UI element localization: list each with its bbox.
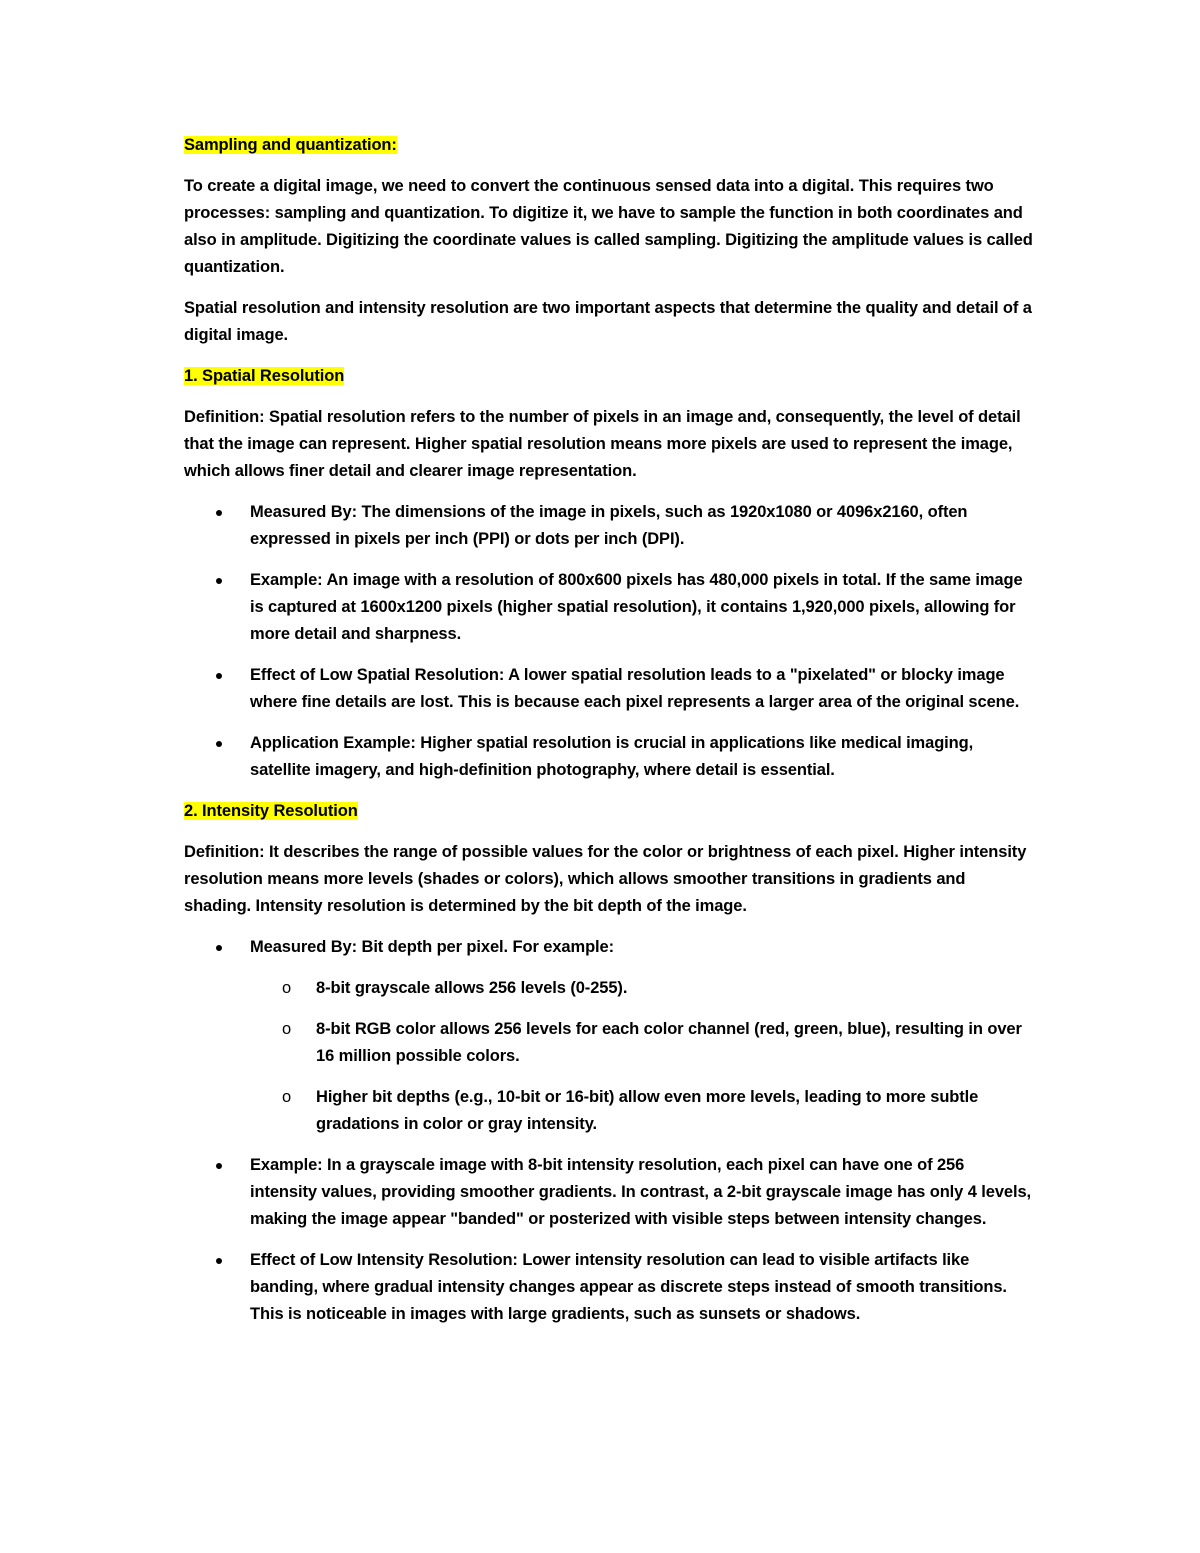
- sub-item-text: 8-bit RGB color allows 256 levels for each color channel (red, green, blue), resulting in over 16 million possible colors.: [316, 1020, 1022, 1065]
- sub-list-item: [250, 1084, 1034, 1138]
- circle-bullet-icon: o: [282, 1020, 292, 1038]
- spatial-resolution-heading: [184, 363, 1034, 390]
- bullet-label: Effect of Low Intensity Resolution:: [250, 1251, 518, 1269]
- bullet-text: A lower spatial resolution leads to a "pixelated" or blocky image where fine details are lost. This is because each pixel represents a larger area of the original scene.: [250, 666, 1020, 711]
- bullet-label: Measured By:: [250, 503, 358, 521]
- bullet-text: An image with a resolution of 800x600 pixels has 480,000 pixels in total. If the same image is captured at 1600x1200 pixels (higher spatial resolution), it contains 1,920,000 pixels, allowing for more detail and sharpness.: [250, 571, 1023, 643]
- bullet-label: Effect of Low Spatial Resolution:: [250, 666, 505, 684]
- section-title: [184, 132, 1034, 159]
- bullet-text: In a grayscale image with 8-bit intensity resolution, each pixel can have one of 256 intensity values, providing smoother gradients. In contrast, a 2-bit grayscale image has only 4 levels, making the image appear "banded" or posterized with visible steps between intensity changes.: [250, 1156, 1032, 1228]
- spatial-definition-paragraph: [184, 404, 1034, 485]
- bullet-text: Bit depth per pixel. For example:: [357, 938, 614, 956]
- bullet-text: Lower intensity resolution can lead to visible artifacts like banding, where gradual intensity changes appear as discrete steps instead of smooth transitions. This is noticeable in images with large gradients, such as sunsets or shadows.: [250, 1251, 1007, 1323]
- bullet-icon: [216, 945, 222, 951]
- sub-item-text: Higher bit depths (e.g., 10-bit or 16-bit) allow even more levels, leading to more subtle gradations in color or gray intensity.: [316, 1088, 979, 1133]
- bullet-label: Measured By:: [250, 938, 358, 956]
- intensity-resolution-heading: [184, 798, 1034, 825]
- list-item: [184, 1152, 1034, 1233]
- list-item: [184, 730, 1034, 784]
- bullet-label: Example:: [250, 1156, 323, 1174]
- intensity-bullet-list: [184, 934, 1034, 1328]
- bullet-icon: [216, 1258, 222, 1264]
- sub-list-item: [250, 975, 1034, 1002]
- list-item: [184, 1247, 1034, 1328]
- bullet-label: Example:: [250, 571, 323, 589]
- sub-list-item: [250, 1016, 1034, 1070]
- definition-text: Spatial resolution refers to the number of pixels in an image and, consequently, the level of detail that the image can represent. Higher spatial resolution means more pixels are used to represent the image, which allows finer detail and clearer image representation.: [184, 408, 1021, 480]
- section-title-text: Sampling and quantization:: [184, 136, 397, 154]
- spatial-resolution-heading-text: 1. Spatial Resolution: [184, 367, 345, 385]
- bullet-text: The dimensions of the image in pixels, such as 1920x1080 or 4096x2160, often expressed in pixels per inch (PPI) or dots per inch (DPI).: [250, 503, 968, 548]
- definition-label: Definition:: [184, 408, 265, 426]
- circle-bullet-icon: o: [282, 1088, 292, 1106]
- list-item: [184, 934, 1034, 1138]
- bullet-icon: [216, 510, 222, 516]
- sub-item-text: 8-bit grayscale allows 256 levels (0-255).: [316, 979, 628, 997]
- spatial-bullet-list: [184, 499, 1034, 784]
- list-item: [184, 662, 1034, 716]
- intro-paragraph: To create a digital image, we need to convert the continuous sensed data into a digital. This requires two processes: sampling and quantization. To digitize it, we have to sample the function in both coordinates and also in amplitude. Digitizing the coordinate values is called sampling. Digitizing the amplitude values is called quantization.: [184, 177, 1033, 276]
- bullet-text: Higher spatial resolution is crucial in applications like medical imaging, satellite imagery, and high-definition photography, where detail is essential.: [250, 734, 974, 779]
- list-item: [184, 499, 1034, 553]
- resolution-overview-paragraph: Spatial resolution and intensity resolution are two important aspects that determine the quality and detail of a digital image.: [184, 299, 1032, 344]
- bullet-icon: [216, 673, 222, 679]
- list-item: [184, 567, 1034, 648]
- bit-depth-sub-list: [250, 975, 1034, 1138]
- bullet-icon: [216, 1163, 222, 1169]
- bullet-icon: [216, 741, 222, 747]
- definition-label: Definition:: [184, 843, 265, 861]
- intensity-resolution-heading-text: 2. Intensity Resolution: [184, 802, 358, 820]
- bullet-label: Application Example:: [250, 734, 416, 752]
- bullet-icon: [216, 578, 222, 584]
- definition-text: It describes the range of possible values for the color or brightness of each pixel. Higher intensity resolution means more levels (shades or colors), which allows smoother transitions in gradients and shading. Intensity resolution is determined by the bit depth of the image.: [184, 843, 1027, 915]
- circle-bullet-icon: o: [282, 979, 292, 997]
- intensity-definition-paragraph: [184, 839, 1034, 920]
- document-page: [184, 132, 1034, 1342]
